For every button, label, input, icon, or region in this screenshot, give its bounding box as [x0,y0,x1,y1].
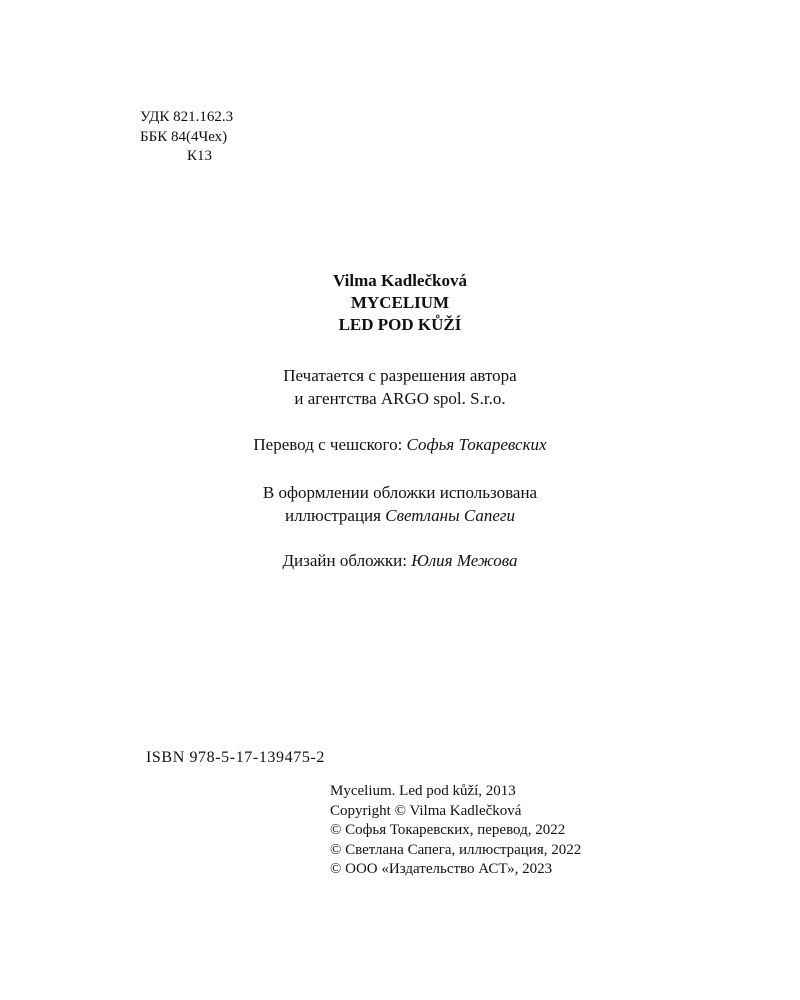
permission-note [0,364,800,410]
illustrator-name: Светланы Сапеги [385,506,516,525]
cover-design-label: Дизайн обложки: [282,551,412,570]
permission-line-1: Печатается с разрешения автора [283,366,517,385]
copyright-line: © Софья Токаревских, перевод, 2022 [330,822,566,839]
isbn: ISBN 978-5-17-139475-2 [146,749,325,766]
bbk-code: ББК 84(4Чех) [140,128,228,145]
cover-illustration-label: иллюстрация [284,506,386,525]
classification-block [140,108,233,167]
series-title: MYCELIUM [350,293,450,312]
translation-label: Перевод с чешского: [253,435,407,454]
cover-design-credit [0,549,800,572]
author-mark: К13 [187,148,213,164]
book-title: LED POD KŮŽÍ [338,315,462,334]
cover-illustration-credit [0,481,800,527]
cover-design-line [0,549,800,572]
cover-illustration-line-1: В оформлении обложки использована [262,483,538,502]
author-name: Vilma Kadlečková [333,271,467,290]
copyright-block [330,782,581,880]
copyright-line: © ООО «Издательство АСТ», 2023 [330,861,553,878]
translation-line [0,433,800,456]
cover-illustration-line-2 [0,504,800,527]
copyright-line: © Светлана Сапега, иллюстрация, 2022 [330,841,582,858]
copyright-line: Mycelium. Led pod kůží, 2013 [330,783,516,799]
title-block [0,270,800,336]
designer-name: Юлия Межова [411,551,518,570]
permission-line-2: и агентства ARGO spol. S.r.o. [294,389,506,408]
translator-name: Софья Токаревских [406,435,547,454]
udk-code: УДК 821.162.3 [140,109,234,125]
translation-credit [0,433,800,456]
copyright-line: Copyright © Vilma Kadlečková [330,802,522,819]
